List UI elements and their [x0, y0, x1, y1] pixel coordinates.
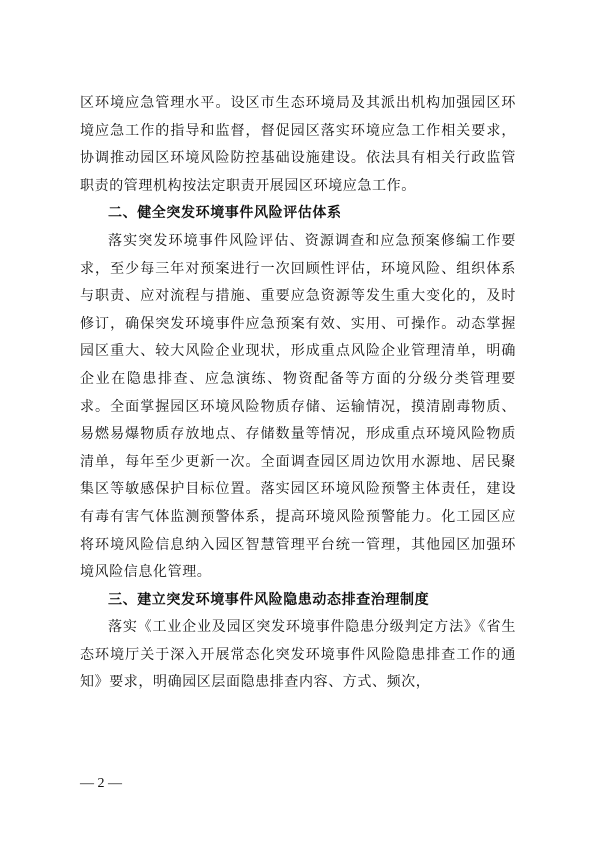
paragraph-intro: 区环境应急管理水平。设区市生态环境局及其派出机构加强园区环境应急工作的指导和监督，督促园区落实环境应急工作相关要求，协调推动园区环境风险防控基础设施建设。依法具有相关行政监管职责的管理机构按法定职责开展园区环境应急工作。 [80, 95, 516, 194]
section-heading-3: 三、建立突发环境事件风险隐患动态排查治理制度 [108, 591, 430, 608]
paragraph-hazard-inspection: 落实《工业企业及园区突发环境事件隐患分级判定方法》《省生态环境厅关于深入开展常态化突发环境事件风险隐患排查工作的通知》要求，明确园区层面隐患排查内容、方式、频次， [80, 619, 516, 691]
paragraph-risk-assessment: 落实突发环境事件风险评估、资源调查和应急预案修编工作要求，至少每三年对预案进行一次回顾性评估，环境风险、组织体系与职责、应对流程与措施、重要应急资源等发生重大变化的，及时修订，确保突发环境事件应急预案有效、实用、可操作。动态掌握园区重大、较大风险企业现状，形成重点风险企业管理清单，明确企业在隐患排查、应急演练、物资配备等方面的分级分类管理要求。全面掌握园区环境风险物质存储、运输情况，摸清剧毒物质、易燃易爆物质存放地点、存储数量等情况，形成重点环境风险物质清单，每年至少更新一次。全面调查园区周边饮用水源地、居民聚集区等敏感保护目标位置。落实园区环境风险预警主体责任，建设有毒有害气体监测预警体系，提高环境风险预警能力。化工园区应将环境风险信息纳入园区智慧管理平台统一管理，其他园区加强环境风险信息化管理。 [80, 232, 516, 581]
document-body [80, 90, 516, 697]
section-heading-2: 二、健全突发环境事件风险评估体系 [108, 205, 342, 222]
page-number: — 2 — [80, 776, 122, 791]
